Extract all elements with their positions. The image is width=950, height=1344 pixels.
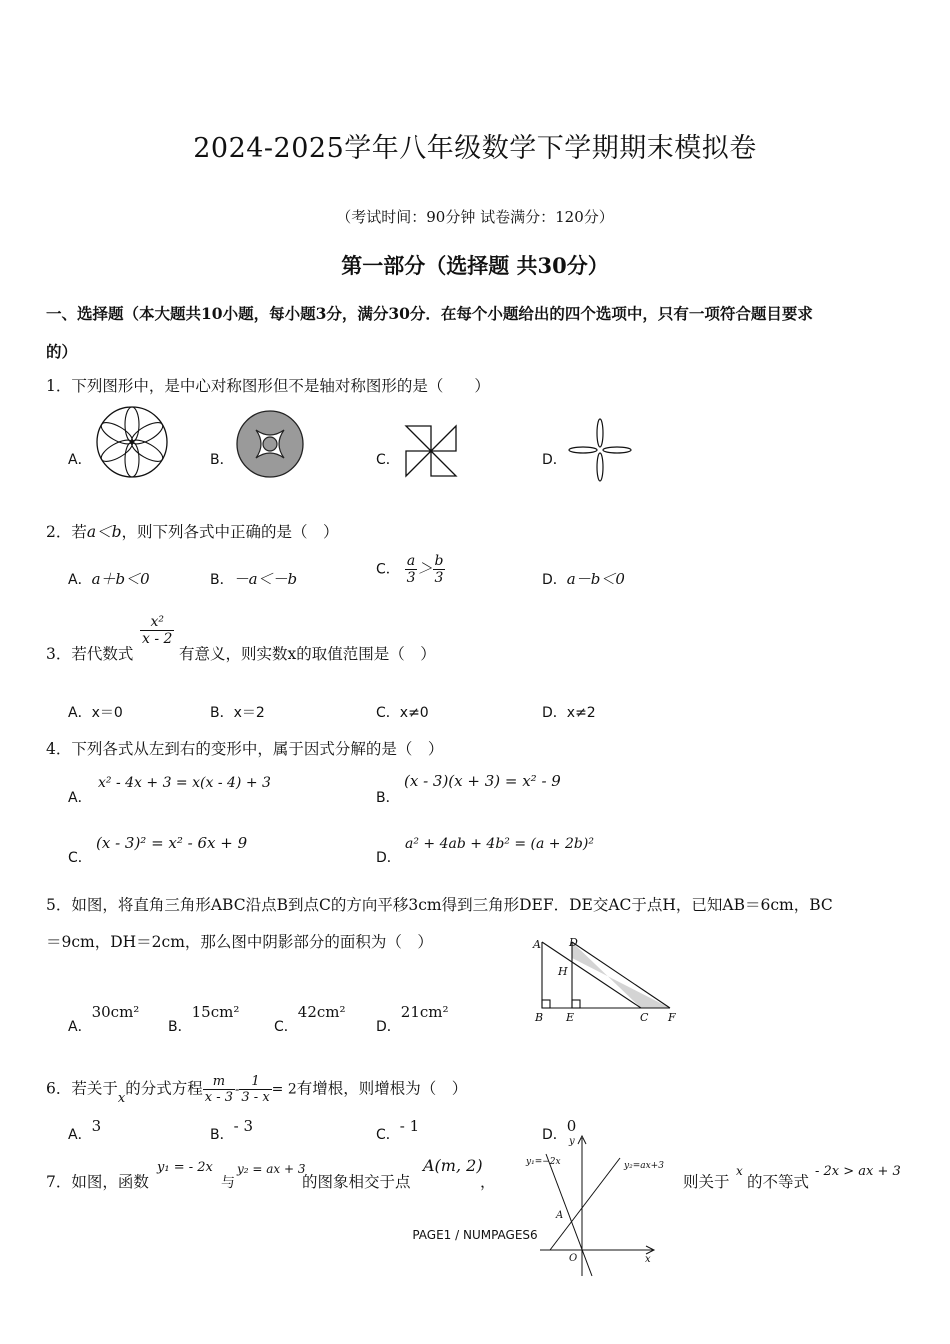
q4-option-a-text: x² - 4x + 3 = x(x - 4) + 3 (98, 775, 271, 791)
q6-option-b-label: B． (210, 1127, 234, 1143)
q2-option-c-frac-b (433, 553, 446, 586)
graph-origin-label: O (569, 1253, 578, 1264)
q3-option-c[interactable] (376, 702, 429, 722)
q3-option-a-label: A． (68, 705, 92, 721)
q6-var: x (117, 1090, 126, 1106)
frac-numerator: m (203, 1074, 235, 1090)
q7-graph-figure (520, 1130, 664, 1278)
q3-option-d[interactable] (542, 702, 596, 722)
q5-option-d[interactable] (376, 1002, 449, 1035)
graph-point-a-label: A (556, 1210, 564, 1221)
q3-option-d-text: x≠2 (566, 705, 596, 721)
q1-option-c-label: C． (376, 452, 400, 468)
q2-option-d[interactable] (542, 568, 625, 589)
q3-option-b-label: B． (210, 705, 234, 721)
q2-option-d-text: a－b＜0 (566, 570, 625, 588)
q5-triangle-figure (528, 936, 688, 1028)
q5-option-a[interactable] (68, 1002, 140, 1035)
q6-option-a-text: 3 (91, 1117, 102, 1135)
q5-option-a-text: 30cm² (91, 1003, 140, 1021)
q6-option-c-label: C． (376, 1127, 400, 1143)
q2-option-a-label: A． (68, 572, 92, 588)
q7-mid: 的图象相交于点 (302, 1173, 411, 1191)
q6-option-b-text: - 3 (233, 1117, 253, 1135)
q6-option-c-text: - 1 (399, 1117, 420, 1135)
page-title: 2024-2025学年八年级数学下学期期末模拟卷 (193, 133, 757, 164)
q5-option-b-label: B． (168, 1019, 192, 1035)
q6-option-a[interactable] (68, 1117, 102, 1143)
q6-option-b[interactable] (210, 1117, 253, 1143)
q6-option-d-text: 0 (566, 1117, 577, 1135)
graph-line1-label: y₁=−2x (526, 1157, 561, 1167)
exam-info: （考试时间：90分钟 试卷满分：120分） (336, 208, 614, 226)
q2-option-a[interactable] (68, 568, 150, 589)
q1-option-b-label: B． (210, 452, 234, 468)
coin-figure (236, 410, 304, 478)
q6-minus: - (235, 1082, 240, 1098)
flower-circle-figure (96, 406, 168, 478)
q6-mid: 的分式方程 (125, 1079, 203, 1098)
q2-stem (46, 520, 339, 542)
q7-function-1: y₁ = - 2x (157, 1160, 213, 1175)
fig-label-d: D (569, 936, 578, 949)
q4-option-d-text: a² + 4ab + 4b² = (a + 2b)² (405, 836, 594, 852)
q5-line2: ＝9cm，DH＝2cm，那么图中阴影部分的面积为（ ） (46, 933, 433, 951)
frac-denominator: x - 3 (204, 1090, 233, 1105)
q6-rest: 有增根，则增根为（ ） (296, 1079, 468, 1098)
q6-fraction-2 (239, 1074, 271, 1105)
q5-option-c-label: C． (274, 1019, 298, 1035)
q3-rest: 有意义，则实数x的取值范围是（ ） (179, 645, 436, 663)
frac-numerator: x² (140, 614, 174, 631)
q5-option-c-text: 42cm² (297, 1003, 346, 1021)
q5-option-a-label: A． (68, 1019, 92, 1035)
frac-denominator: 3 - x (241, 1090, 270, 1105)
q3-option-d-label: D． (542, 705, 567, 721)
q7-and: 与 (221, 1175, 235, 1191)
q1-option-a-label: A． (68, 452, 92, 468)
q4-option-c-label[interactable]: C． (68, 850, 92, 866)
q2-option-c-label: C． (376, 561, 400, 578)
q3-option-c-label: C． (376, 705, 400, 721)
q7-num: 7．如图，函数 (46, 1173, 149, 1191)
q1-stem: 1．下列图形中，是中心对称图形但不是轴对称图形的是（ ） (46, 377, 490, 395)
fig-label-f: F (668, 1011, 676, 1024)
q4-option-c-text: (x - 3)² = x² - 6x + 9 (96, 834, 248, 852)
section-heading-line2: 的） (46, 342, 78, 361)
q5-option-c[interactable] (274, 1002, 346, 1035)
q5-option-d-text: 21cm² (400, 1003, 449, 1021)
q7-rest: 则关于 (683, 1173, 730, 1191)
part-title: 第一部分（选择题 共30分） (341, 253, 609, 278)
q7-point: A(m, 2) (423, 1156, 483, 1175)
graph-line2-label: y₂=ax+3 (624, 1161, 664, 1171)
graph-y-label: y (569, 1136, 575, 1147)
q7-function-2: y₂ = ax + 3 (237, 1162, 306, 1176)
graph-x-label: x (645, 1254, 651, 1265)
q2-option-b-label: B． (210, 572, 234, 588)
q6-stem (46, 1074, 467, 1105)
four-petal-figure (568, 418, 632, 482)
q6-option-a-label: A． (68, 1127, 92, 1143)
q2-option-c-relation: ＞ (417, 559, 433, 578)
q3-option-a-text: x＝0 (91, 705, 123, 721)
q6-option-d-label: D． (542, 1127, 567, 1143)
frac-numerator: a (405, 553, 418, 570)
fig-label-b: B (535, 1011, 544, 1024)
q3-option-b[interactable] (210, 702, 265, 722)
q7-rest2: 的不等式 (747, 1173, 810, 1191)
q1-option-d-label: D． (542, 452, 567, 468)
q5-line1: 5．如图，将直角三角形ABC沿点B到点C的方向平移3cm得到三角形DEF．DE交AC于点H，已知AB＝6cm，BC (46, 896, 833, 914)
fig-label-e: E (566, 1011, 575, 1024)
q2-num: 2．若 (46, 523, 87, 541)
q6-option-c[interactable] (376, 1117, 420, 1143)
q7-inequality: - 2x > ax + 3 (815, 1164, 901, 1179)
q2-option-a-text: a＋b＜0 (91, 570, 150, 588)
q6-num: 6．若关于 (46, 1079, 118, 1098)
q4-option-d-label[interactable]: D． (376, 850, 401, 866)
q4-stem: 4．下列各式从左到右的变形中，属于因式分解的是（ ） (46, 740, 444, 758)
q3-option-c-text: x≠0 (399, 705, 429, 721)
section-heading-line1: 一、选择题（本大题共10小题，每小题3分，满分30分．在每个小题给出的四个选项中，只有一项符合题目要求 (46, 304, 813, 323)
pinwheel-figure (404, 424, 458, 478)
q2-option-c-frac-a (405, 553, 418, 586)
fig-label-c: C (640, 1011, 649, 1024)
q2-option-b[interactable] (210, 568, 297, 589)
q2-rest: ，则下列各式中正确的是（ ） (121, 523, 339, 541)
q7-var: x (736, 1164, 743, 1178)
frac-numerator: 1 (239, 1074, 271, 1090)
q2-condition: a＜b (86, 523, 122, 541)
q2-option-d-label: D． (542, 572, 567, 588)
q3-num: 3．若代数式 (46, 645, 134, 663)
fig-label-h: H (558, 965, 568, 978)
q4-option-a-label[interactable]: A． (68, 790, 92, 806)
frac-denominator: x - 2 (142, 631, 173, 647)
q4-option-b-label[interactable]: B． (376, 790, 400, 806)
q2-option-b-text: －a＜－b (233, 570, 298, 588)
q7-comma: ， (480, 1173, 496, 1191)
q3-fraction (140, 614, 174, 647)
q5-option-d-label: D． (376, 1019, 401, 1035)
page-footer: PAGE1 / NUMPAGES6 (412, 1228, 538, 1242)
q4-option-b-text: (x - 3)(x + 3) = x² - 9 (404, 772, 561, 790)
q6-equals: = 2 (271, 1081, 297, 1098)
q6-fraction-1 (203, 1074, 235, 1105)
frac-numerator: b (434, 553, 444, 569)
q3-option-b-text: x＝2 (233, 705, 265, 721)
q2-option-c[interactable] (376, 553, 445, 586)
frac-denominator: 3 (406, 570, 416, 586)
q5-option-b-text: 15cm² (191, 1003, 240, 1021)
q5-option-b[interactable] (168, 1002, 240, 1035)
frac-denominator: 3 (434, 570, 444, 586)
q3-option-a[interactable] (68, 702, 123, 722)
fig-label-a: A (533, 938, 541, 951)
